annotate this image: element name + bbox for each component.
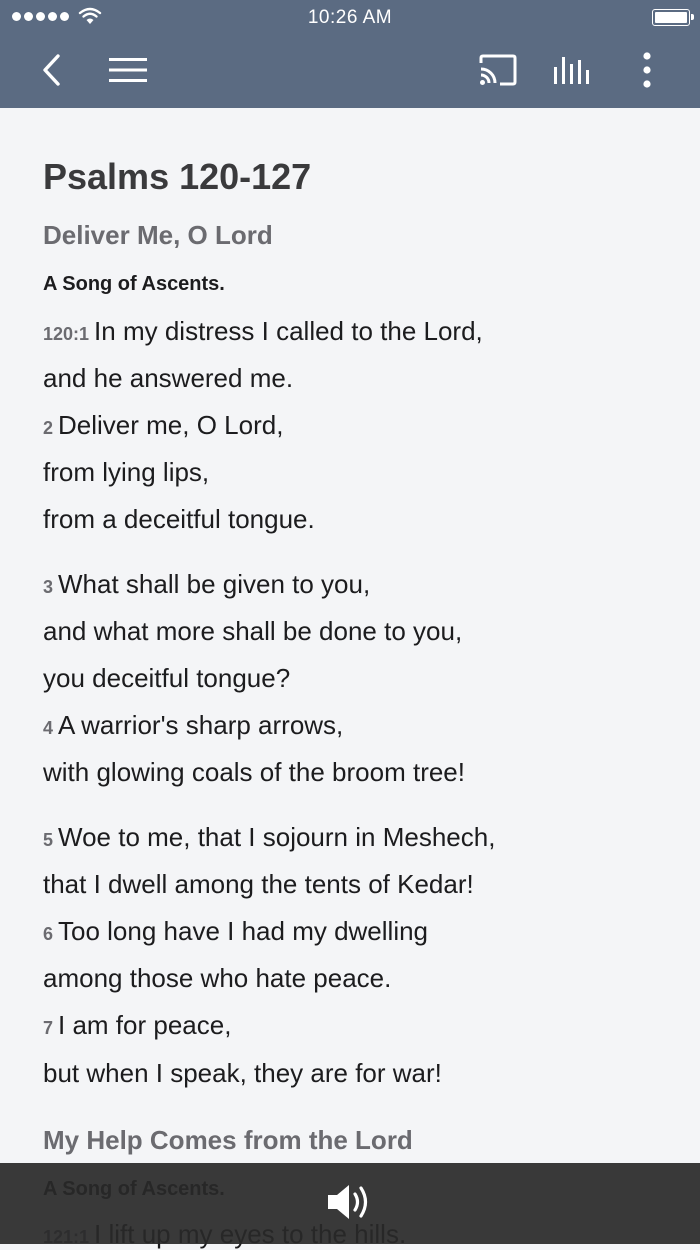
verse-number: 6 bbox=[43, 924, 54, 944]
verse-text: from a deceitful tongue. bbox=[43, 504, 315, 534]
section-heading: Deliver Me, O Lord bbox=[43, 220, 273, 250]
verse-line[interactable] bbox=[43, 916, 428, 947]
hamburger-menu-icon bbox=[109, 57, 147, 83]
verse-number: 2 bbox=[43, 418, 54, 438]
verse-line[interactable] bbox=[43, 457, 209, 488]
verse-text: In my distress I called to the Lord, bbox=[94, 316, 483, 346]
verse-line[interactable] bbox=[43, 869, 474, 900]
verse-line[interactable] bbox=[43, 1010, 231, 1041]
status-bar bbox=[0, 0, 700, 36]
verse-line[interactable] bbox=[43, 963, 391, 994]
verse-line[interactable] bbox=[43, 363, 293, 394]
verse-text: you deceitful tongue? bbox=[43, 663, 291, 693]
speaker-icon bbox=[325, 1181, 377, 1223]
verse-text: I am for peace, bbox=[58, 1010, 232, 1040]
verse-number: 7 bbox=[43, 1018, 54, 1038]
verse-text: among those who hate peace. bbox=[43, 963, 392, 993]
cast-button[interactable] bbox=[470, 44, 526, 96]
page-title: Psalms 120-127 bbox=[43, 156, 312, 197]
verse-line[interactable] bbox=[43, 1058, 442, 1089]
menu-button[interactable] bbox=[100, 44, 156, 96]
verse-line[interactable] bbox=[43, 663, 290, 694]
verse-text: What shall be given to you, bbox=[58, 569, 371, 599]
battery-icon bbox=[652, 9, 690, 26]
verse-number: 4 bbox=[43, 718, 54, 738]
verse-number: 120:1 bbox=[43, 324, 90, 344]
cast-icon bbox=[478, 54, 518, 86]
verse-text: but when I speak, they are for war! bbox=[43, 1058, 442, 1088]
verse-number: 3 bbox=[43, 577, 54, 597]
verse-text: and he answered me. bbox=[43, 363, 294, 393]
chevron-left-icon bbox=[40, 53, 62, 87]
superscription: A Song of Ascents. bbox=[43, 273, 225, 295]
back-button[interactable] bbox=[28, 44, 74, 96]
verse-line[interactable] bbox=[43, 616, 462, 647]
verse-text: that I dwell among the tents of Kedar! bbox=[43, 869, 474, 899]
more-options-button[interactable] bbox=[624, 44, 670, 96]
verse-line[interactable] bbox=[43, 757, 465, 788]
verse-line[interactable] bbox=[43, 710, 343, 741]
verse-line[interactable] bbox=[43, 504, 315, 535]
verse-number: 5 bbox=[43, 830, 54, 850]
more-vertical-icon bbox=[642, 52, 652, 88]
verse-text: Deliver me, O Lord, bbox=[58, 410, 284, 440]
verse-line[interactable] bbox=[43, 410, 283, 441]
verse-text: Woe to me, that I sojourn in Meshech, bbox=[58, 822, 496, 852]
play-audio-button[interactable] bbox=[325, 1181, 377, 1223]
verse-text: and what more shall be done to you, bbox=[43, 616, 463, 646]
app-header bbox=[0, 0, 700, 108]
audio-player-bar bbox=[0, 1163, 700, 1244]
status-time: 10:26 AM bbox=[307, 7, 393, 28]
verse-text: Too long have I had my dwelling bbox=[58, 916, 429, 946]
section-heading: My Help Comes from the Lord bbox=[43, 1125, 413, 1155]
verse-line[interactable] bbox=[43, 569, 370, 600]
verse-text: A warrior's sharp arrows, bbox=[58, 710, 344, 740]
verse-text: with glowing coals of the broom tree! bbox=[43, 757, 465, 787]
verse-line[interactable] bbox=[43, 822, 495, 853]
verse-line[interactable] bbox=[43, 316, 483, 347]
audio-levels-icon bbox=[552, 55, 592, 85]
verse-text: from lying lips, bbox=[43, 457, 210, 487]
audio-levels-button[interactable] bbox=[544, 44, 600, 96]
